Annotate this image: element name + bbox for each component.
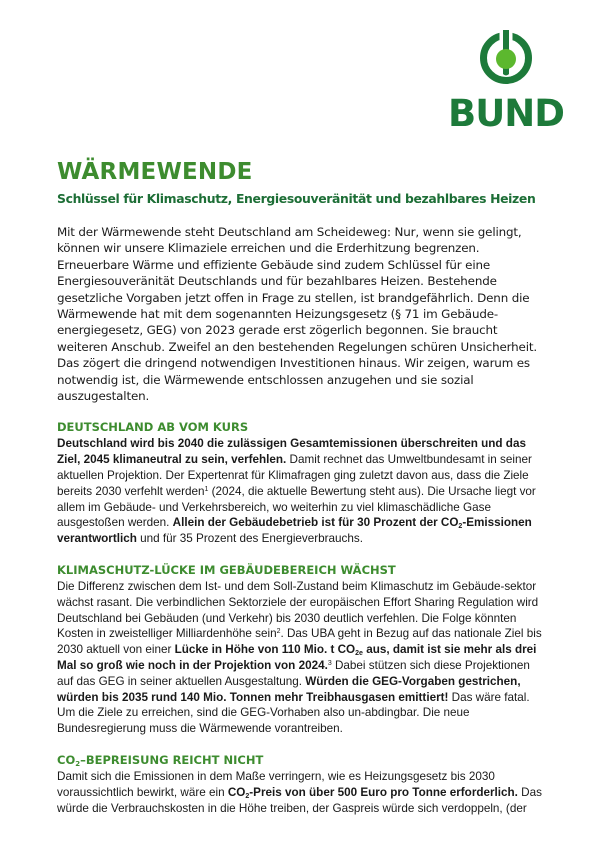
body-text: Dabei stützen sich diese Projektionen auf das GEG in seiner aktuellen Ausgestaltung. (57, 659, 530, 688)
body-text: Das würde die Verbrauchskosten in die Höhe treiben, der Gaspreis würde sich verdoppeln, (der (57, 785, 542, 815)
body-text: und für 35 Prozent des Energieverbrauchs. (136, 532, 363, 546)
document-body (57, 158, 547, 816)
section-heading-bepreisung: $CO_2$–BEPREISUNG REICHT NICHT (57, 753, 264, 769)
emphasis-text: Lücke in Höhe von 110 Mio. t $CO_{2e}$ aus, damit ist sie mehr als drei Mal so groß wie noch in der Projektion von 2024. (57, 643, 537, 673)
body-text: (2024, die aktuelle Bewertung steht aus). Die Ursache liegt vor allem im Gebäude- und Verkehrsbereich, wo weiterhin zu viel klimaschädliche Gase ausgestoßen werden. (57, 484, 536, 530)
body-text: . Das UBA geht in Bezug auf das nationale Ziel bis 2030 aktuell von einer (57, 627, 542, 657)
section-heading-kurs: DEUTSCHLAND AB VOM KURS (57, 420, 249, 435)
body-text: Das wäre fatal. Um die Ziele zu erreichen, sind die GEG-Vorhaben also un-abdingbar. Die neue Bundesregierung muss die Wärmewende vorantreiben. (57, 690, 530, 736)
section-heading-luecke: KLIMASCHUTZ-LÜCKE IM GEBÄUDEBEREICH WÄCHST (57, 563, 396, 578)
emphasis-text: Würden die GEG-Vorgaben gestrichen, würden bis 2035 rund 140 Mio. Tonnen mehr Treibhausgasen emittiert! (57, 674, 521, 704)
emphasis-text: Allein der Gebäudebetrieb ist für 30 Prozent der $CO_2$-Emissionen verantwortlich (57, 516, 532, 546)
footnote-ref: 1 (204, 485, 209, 493)
bund-logo-text: BUND (448, 92, 564, 135)
section-text-bepreisung (57, 769, 547, 816)
footnote-ref: 2 (276, 628, 281, 636)
page-subtitle: Schlüssel für Klimaschutz, Energiesouveränität und bezahlbares Heizen (57, 191, 536, 206)
body-text: Damit sich die Emissionen in dem Maße verringern, wie es Heizungsgesetz bis 2030 voraussichtlich bewirkt, wäre ein (57, 770, 495, 799)
bund-logo (446, 28, 566, 136)
page-title: WÄRMEWENDE (57, 159, 253, 185)
body-text: Die Differenz zwischen dem Ist- und dem Soll-Zustand beim Klimaschutz im Gebäude-sektor wächst rasant. Die verbindlichen Sektorziele der europäischen Effort Sharing Regulation wird Deutschland bei Gebäuden (und Verkehr) bis 2030 deutlich verfehlen. Die Folge könnten Kosten in zweistelliger Milliardenhöhe sein (57, 580, 539, 641)
section-text-kurs (57, 436, 547, 547)
emphasis-text: Deutschland wird bis 2040 die zulässigen Gesamtemissionen überschreiten und das Ziel, 2045 klimaneutral zu sein, verfehlen. (57, 437, 526, 467)
section-text-luecke (57, 579, 547, 737)
bund-emblem-icon (476, 28, 536, 90)
emphasis-text: $CO_2$-Preis von über 500 Euro pro Tonne erforderlich. (227, 785, 518, 800)
body-text: Damit rechnet das Umweltbundesamt in seiner aktuellen Projektion. Der Expertenrat für Klimafragen ging zuletzt davon aus, dass die Ziele bereits 2030 verfehlt werden (57, 453, 532, 498)
intro-paragraph: Mit der Wärmewende steht Deutschland am Scheideweg: Nur, wenn sie gelingt, können wir unsere Klimaziele erreichen und die Erderhitzung begrenzen. Erneuerbare Wärme und effiziente Gebäude sind zudem Schlüssel für eine Energiesouveränität Deutschlands und für bezahlbares Heizen. Bestehende gesetzliche Vorgaben jetzt offen in Frage zu stellen, ist brandgefährlich. Denn die Wärmewende hat mit dem sogenannten Heizungsgesetz (§ 71 im Gebäude-energiegesetz, GEG) von 2023 gerade erst zögerlich begonnen. Sie braucht weiteren Anschub. Zweifel an den bestehenden Regelungen schüren Unsicherheit. Das zögert die dringend notwendigen Investitionen hinaus. Wir zeigen, warum es notwendig ist, die Wärmewende entschlossen anzugehen und sie sozial auszugestalten. (57, 225, 538, 404)
footnote-ref: 3 (327, 660, 332, 668)
